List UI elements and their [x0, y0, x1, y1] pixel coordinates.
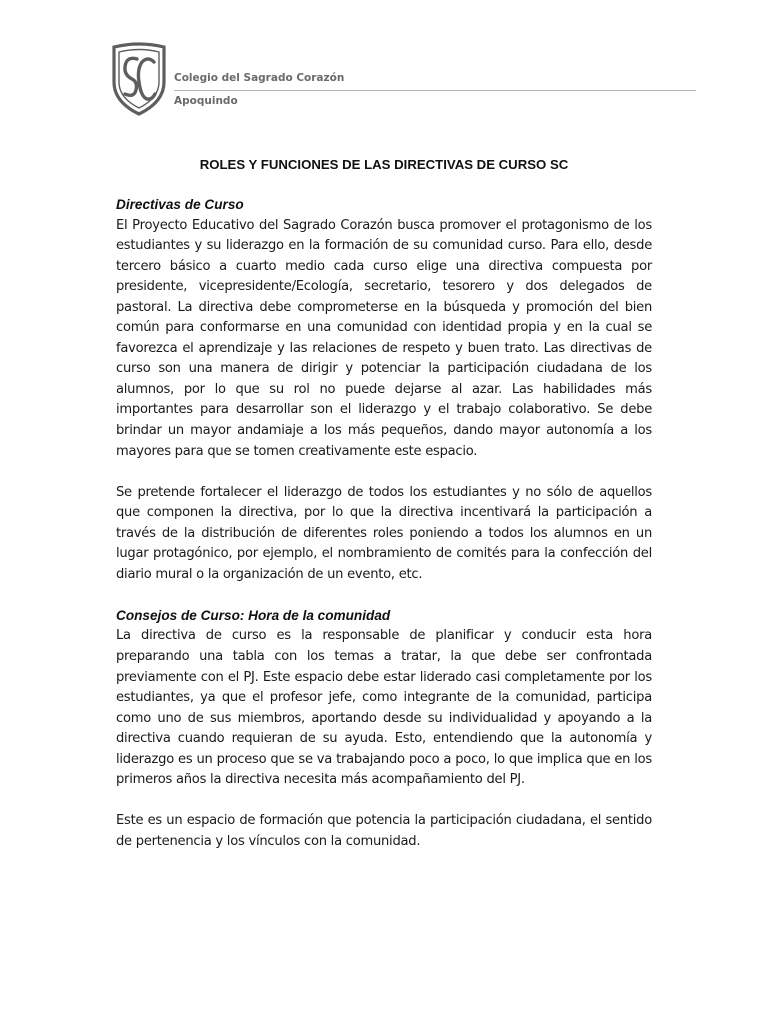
school-campus: Apoquindo — [174, 95, 238, 107]
header-divider — [174, 90, 696, 91]
paragraph: Este es un espacio de formación que potencia la participación ciudadana, el sentido de pertenencia y los vínculos con la comunidad. — [116, 813, 652, 849]
paragraph: El Proyecto Educativo del Sagrado Corazón busca promover el protagonismo de los estudiantes y su liderazgo en la formación de su comunidad curso. Para ello, desde tercero básico a cuarto medio cada curso elige una directiva compuesta por presidente, vicepresidente/Ecología, secretario, tesorero y dos delegados de pastoral. La directiva debe comprometerse en la búsqueda y promoción del bien común para conformarse en una comunidad con identidad propia y en la cual se favorezca el aprendizaje y las relaciones de respeto y buen trato. Las directivas de curso son una manera de dirigir y potenciar la participación ciudadana de los alumnos, por lo que su rol no puede dejarse al azar. Las habilidades más importantes para desarrollar son el liderazgo y el trabajo colaborativo. Se debe brindar un mayor andamiaje a los más pequeños, dando mayor autonomía a los mayores para que se tomen creativamente este espacio. — [116, 217, 652, 459]
document-body — [116, 195, 652, 873]
paragraph: Se pretende fortalecer el liderazgo de todos los estudiantes y no sólo de aquellos que componen la directiva, por lo que la directiva incentivará la participación a través de la distribución de diferentes roles poniendo a todos los alumnos en un lugar protagónico, por ejemplo, el nombramiento de comités para la confección del diario mural o la organización de un evento, etc. — [116, 484, 652, 582]
document-title: ROLES Y FUNCIONES DE LAS DIRECTIVAS DE CURSO SC — [199, 157, 569, 172]
section-heading-consejos: Consejos de Curso: Hora de la comunidad — [116, 607, 391, 623]
page-header — [110, 42, 696, 122]
sacred-heart-shield-logo-icon — [110, 42, 168, 116]
school-name: Colegio del Sagrado Corazón — [174, 72, 345, 84]
paragraph: La directiva de curso es la responsable de planificar y conducir esta hora preparando una tabla con los temas a tratar, la que debe ser confrontada previamente con el PJ. Este espacio debe estar liderado casi completamente por los estudiantes, ya que el profesor jefe, como integrante de la comunidad, participa como uno de sus miembros, aportando desde su individualidad y apoyando a la directiva cuando requieran de su ayuda. Esto, entendiendo que la autonomía y liderazgo es un proceso que se va trabajando poco a poco, lo que implica que en los primeros años la directiva necesita más acompañamiento del PJ. — [116, 628, 652, 788]
section-heading-directivas: Directivas de Curso — [116, 197, 244, 212]
